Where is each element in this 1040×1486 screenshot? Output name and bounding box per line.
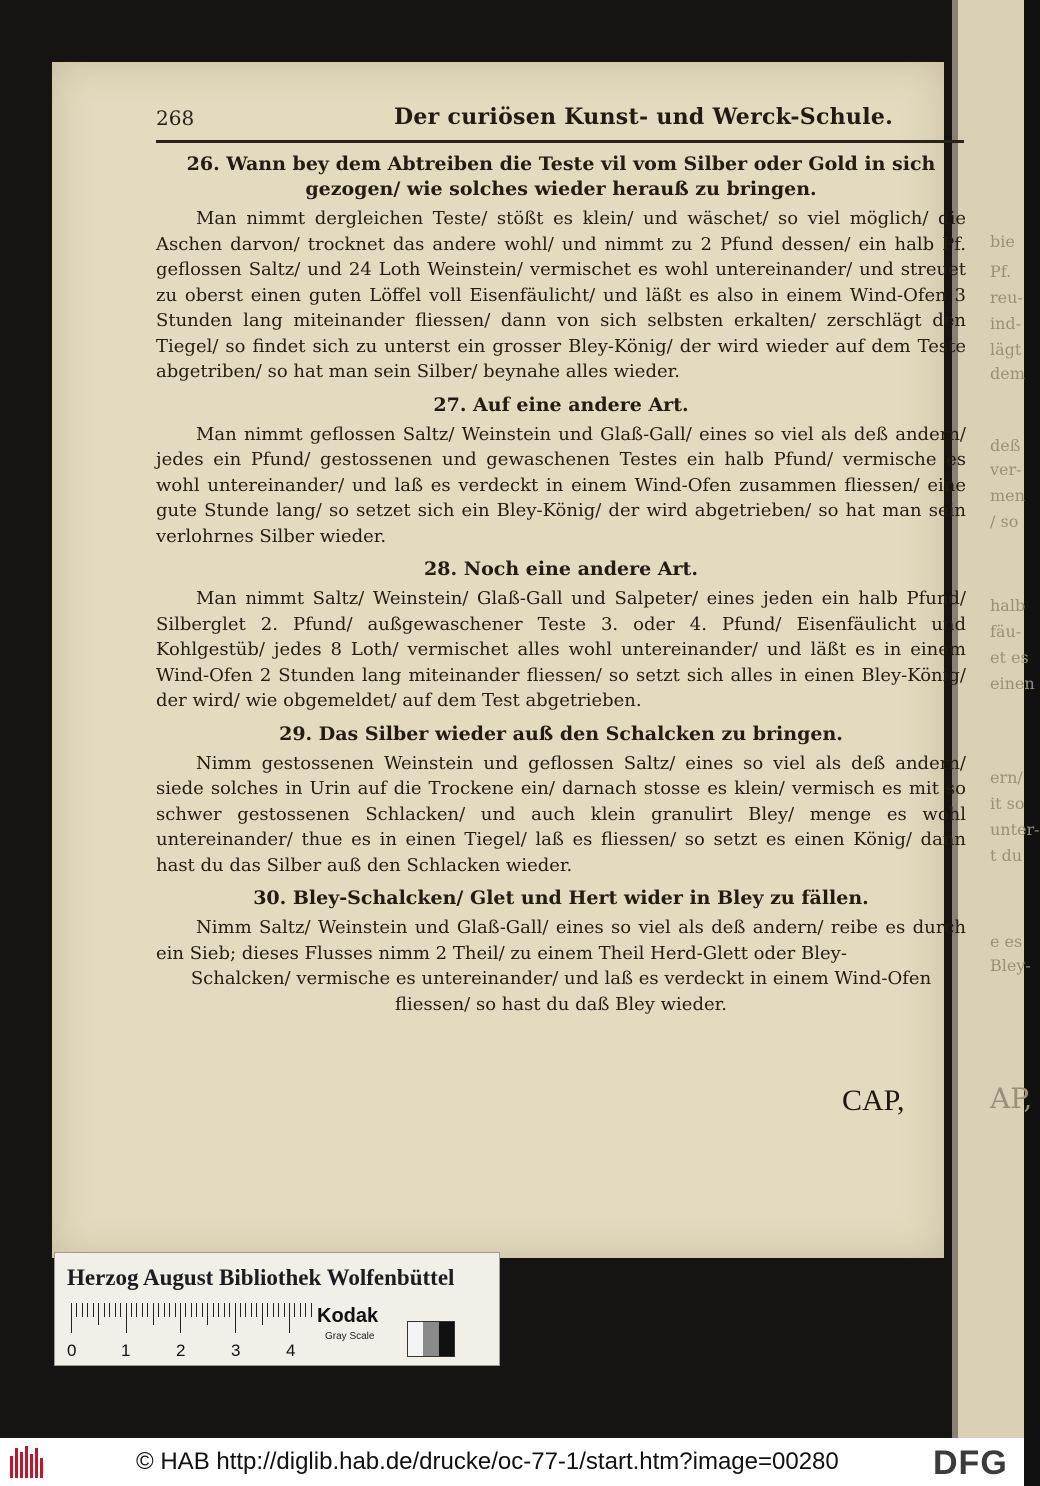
ruler-tick xyxy=(284,1303,285,1317)
ruler-tick xyxy=(175,1303,176,1317)
ruler-tick xyxy=(126,1303,127,1333)
ruler-tick xyxy=(311,1303,312,1317)
copyright-link[interactable]: © HAB http://diglib.hab.de/drucke/oc-77-1/start.htm?image=00280 xyxy=(136,1448,839,1475)
ruler-tick xyxy=(153,1303,154,1325)
section-paragraph: Nimm Saltz/ Weinstein und Glaß-Gall/ eines so viel als deß andern/ reibe es durch ein Sieb; dieses Flusses nimm 2 Theil/ zu einem Theil Herd-Glett oder Bley- xyxy=(156,917,966,964)
neighbor-text-fragment: reu- xyxy=(990,288,1023,307)
section-paragraph-tail: Schalcken/ vermische es untereinander/ und laß es verdeckt in einem Wind-Ofen fliessen/ so hast du daß Bley wieder. xyxy=(190,968,932,1015)
section-paragraph: Man nimmt Saltz/ Weinstein/ Glaß-Gall und Salpeter/ eines jeden ein halb Pfund/ Silberglet 2. Pfund/ außgewaschener Teste 3. oder 4. Pfund/ Eisenfäulicht und Kohlgestüb/ jedes 8 Loth/ vermischet alles wohl untereinander/ und läßt es in einem Wind-Ofen 2 Stunden lang miteinander fliessen/ so setzt sich alles in einen Bley-König/ der wird/ wie obgemeldet/ auf dem Test abgetrieben. xyxy=(156,588,966,711)
gray-swatch xyxy=(407,1321,455,1357)
ruler-number: 3 xyxy=(231,1341,241,1360)
neighbor-text-fragment: deß xyxy=(990,436,1021,455)
ruler-tick xyxy=(115,1303,116,1317)
ruler-tick xyxy=(191,1303,192,1317)
ruler-tick xyxy=(136,1303,137,1317)
ruler-tick xyxy=(278,1303,279,1317)
ruler-tick xyxy=(224,1303,225,1317)
swatch-black xyxy=(439,1322,454,1356)
ruler-tick xyxy=(262,1303,263,1325)
hab-logo-icon xyxy=(10,1446,48,1478)
ruler-tick xyxy=(71,1303,72,1333)
dfg-logo: DFG xyxy=(933,1444,1008,1482)
ruler-tick xyxy=(213,1303,214,1317)
ruler-number: 0 xyxy=(67,1341,77,1360)
neighbor-text-fragment: Pf. xyxy=(990,262,1012,281)
neighbor-text-fragment: ver- xyxy=(990,460,1022,479)
viewer-footer xyxy=(0,1438,1024,1486)
ruler-tick xyxy=(120,1303,121,1317)
neighbor-text-fragment: Bley- xyxy=(990,956,1031,975)
scale-ruler xyxy=(67,1303,313,1361)
ruler-tick xyxy=(164,1303,165,1317)
ruler-tick xyxy=(169,1303,170,1317)
ruler-tick xyxy=(104,1303,105,1317)
section-paragraph: Nimm gestossenen Weinstein und geflossen Saltz/ eines so viel als deß andern/ siede solches in Urin auf die Trockene ein/ darnach stosse es klein/ vermisch es mit so schwer gestossenen Schlacken/ und auch klein granulirt Bley/ menge es wohl untereinander/ thue es in einen Tiegel/ laß es fliessen/ so setzt es einen König/ dann hast du das Silber auß den Schlacken wieder. xyxy=(156,752,966,876)
ruler-number: 1 xyxy=(121,1341,131,1360)
neighbor-text-fragment: fäu- xyxy=(990,622,1022,641)
ruler-tick xyxy=(109,1303,110,1317)
neighbor-text-fragment: ind- xyxy=(990,314,1022,333)
ruler-tick xyxy=(218,1303,219,1317)
ruler-tick xyxy=(142,1303,143,1317)
section-title: 27. Auf eine andere Art. xyxy=(433,393,689,416)
neighbor-text-fragment: t du xyxy=(990,846,1023,865)
ruler-tick xyxy=(305,1303,306,1317)
ruler-tick xyxy=(229,1303,230,1317)
neighbor-text-fragment: dem xyxy=(990,364,1025,383)
library-color-chart xyxy=(54,1252,500,1366)
section-title: 29. Das Silber wieder auß den Schalcken zu bringen. xyxy=(279,722,843,745)
ruler-tick xyxy=(267,1303,268,1317)
ruler-tick xyxy=(273,1303,274,1317)
page-number: 268 xyxy=(156,106,195,130)
ruler-tick xyxy=(98,1303,99,1325)
ruler-tick xyxy=(180,1303,181,1333)
ruler-tick xyxy=(240,1303,241,1317)
book-page xyxy=(52,62,966,1258)
ruler-tick xyxy=(147,1303,148,1317)
ruler-tick xyxy=(256,1303,257,1317)
library-name: Herzog August Bibliothek Wolfenbüttel xyxy=(67,1265,455,1290)
neighbor-text-fragment: unter- xyxy=(990,820,1040,839)
ruler-tick xyxy=(82,1303,83,1317)
ruler-tick xyxy=(87,1303,88,1317)
swatch-gray xyxy=(423,1322,438,1356)
section-title: 26. Wann bey dem Abtreiben die Teste vil vom Silber oder Gold in sich gezogen/ wie solches wieder herauß zu bringen. xyxy=(186,153,936,200)
ruler-tick xyxy=(131,1303,132,1317)
text-block xyxy=(156,146,966,1017)
ruler-tick xyxy=(158,1303,159,1317)
header-rule xyxy=(156,140,964,143)
neighbor-text-fragment: et es xyxy=(990,648,1029,667)
neighbor-catchword: AP, xyxy=(990,1082,1033,1115)
ruler-tick xyxy=(235,1303,236,1333)
neighbor-text-fragment: halb xyxy=(990,596,1026,615)
section-paragraph: Man nimmt geflossen Saltz/ Weinstein und Glaß-Gall/ eines so viel als deß andern/ jedes ein Pfund/ gestossenen und gewaschenen Testes ein halb Pfund/ vermische es wohl untereinander/ und laß es verdeckt in einem Wind-Ofen zusammen fliessen/ eine gute Stunde lang/ so setzet sich ein Bley-König/ der wird abgetrieben/ so hat man sein verlohrnes Silber wieder. xyxy=(156,423,966,547)
ruler-tick xyxy=(93,1303,94,1317)
ruler-tick xyxy=(185,1303,186,1317)
neighbor-text-fragment: einen xyxy=(990,674,1035,693)
page-header: Der curiösen Kunst- und Werck-Schule. xyxy=(394,104,894,130)
neighbor-text-fragment: / so xyxy=(990,512,1019,531)
section-paragraph: Man nimmt dergleichen Teste/ stößt es klein/ und wäschet/ so viel möglich/ die Aschen darvon/ trocknet das andere wohl/ und nimmt zu 2 Pfund dessen/ ein halb Pf. geflossen Saltz/ und 24 Loth Weinstein/ vermischet es wohl untereinander/ und streuet zu oberst einen guten Löffel voll Eisenfäulicht/ und läßt es also in einem Wind-Ofen 3 Stunden lang miteinander fliessen/ dann von sich selbsten erkalten/ zerschlägt den Tiegel/ so findet sich zu unterst ein grosser Bley-König/ der wird wieder auf dem Teste abgetriben/ so hat man sein Silber/ beynahe alles wieder. xyxy=(156,208,966,382)
ruler-tick xyxy=(202,1303,203,1317)
ruler-tick xyxy=(251,1303,252,1317)
ruler-number: 4 xyxy=(286,1341,296,1360)
neighbor-text-fragment: ern/ xyxy=(990,768,1023,787)
neighbor-text-fragment: bie xyxy=(990,232,1015,251)
ruler-number: 2 xyxy=(176,1341,186,1360)
ruler-tick xyxy=(289,1303,290,1333)
ruler-tick xyxy=(294,1303,295,1317)
section-title: 30. Bley-Schalcken/ Glet und Hert wider in Bley zu fällen. xyxy=(253,887,869,909)
section-title: 28. Noch eine andere Art. xyxy=(424,558,698,580)
neighbor-text-fragment: e es xyxy=(990,932,1023,951)
swatch-white xyxy=(408,1322,423,1356)
catchword: CAP, xyxy=(842,1084,905,1117)
ruler-tick xyxy=(300,1303,301,1317)
ruler-tick xyxy=(196,1303,197,1317)
neighbor-text-fragment: men xyxy=(990,486,1025,505)
gray-scale-label: Gray Scale xyxy=(325,1331,375,1342)
kodak-brand: Kodak xyxy=(317,1305,379,1327)
ruler-tick xyxy=(76,1303,77,1317)
neighbor-text-fragment: lägt xyxy=(990,340,1022,359)
neighbor-text-fragment: it so xyxy=(990,794,1025,813)
running-head xyxy=(156,106,962,134)
ruler-tick xyxy=(207,1303,208,1325)
ruler-tick xyxy=(245,1303,246,1317)
